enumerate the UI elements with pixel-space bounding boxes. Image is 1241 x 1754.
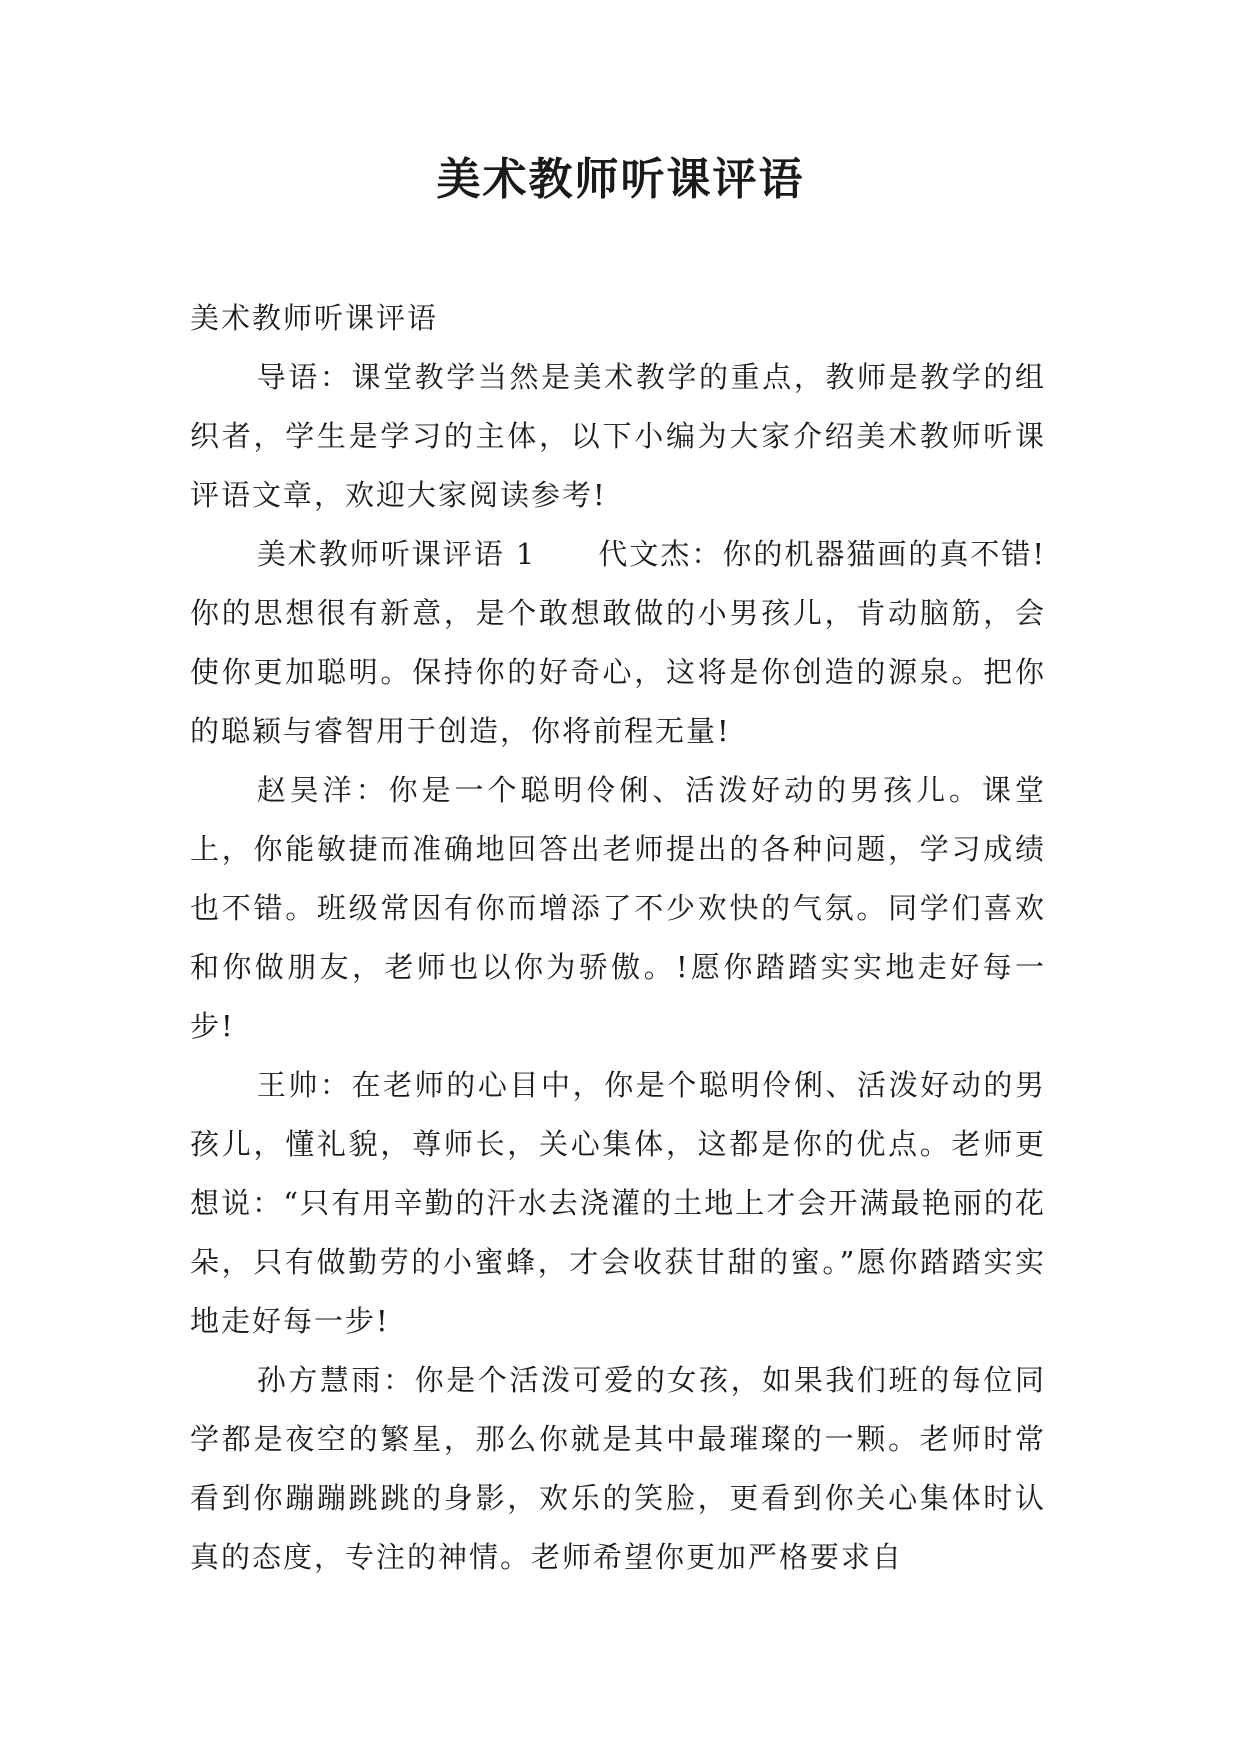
document-body: [190, 289, 1046, 1587]
paragraph-comment-2: 赵昊洋：你是一个聪明伶俐、活泼好动的男孩儿。课堂上，你能敏捷而准确地回答出老师提出的各种问题，学习成绩也不错。班级常因有你而增添了不少欢快的气氛。同学们喜欢和你做朋友，老师也以你为骄傲。!愿你踏踏实实地走好每一步!: [190, 773, 1046, 1043]
document-subtitle: 美术教师听课评语: [190, 301, 439, 335]
paragraph-comment-1: 美术教师听课评语 1 代文杰：你的机器猫画的真不错!你的思想很有新意，是个敢想敢做的小男孩儿，肯动脑筋，会使你更加聪明。保持你的好奇心，这将是你创造的源泉。把你的聪颖与睿智用于创造，你将前程无量!: [190, 537, 1047, 748]
paragraph-comment-4: 孙方慧雨：你是个活泼可爱的女孩，如果我们班的每位同学都是夜空的繁星，那么你就是其中最璀璨的一颗。老师时常看到你蹦蹦跳跳的身影，欢乐的笑脸，更看到你关心集体时认真的态度，专注的神情。老师希望你更加严格要求自: [190, 1363, 1046, 1574]
document-title: 美术教师听课评语: [436, 154, 805, 205]
paragraph-comment-3: 王帅：在老师的心目中，你是个聪明伶俐、活泼好动的男孩儿，懂礼貌，尊师长，关心集体，这都是你的优点。老师更想说：“只有用辛勤的汗水去浇灌的土地上才会开满最艳丽的花朵，只有做勤劳的小蜜蜂，才会收获甘甜的蜜。”愿你踏踏实实地走好每一步!: [190, 1068, 1046, 1338]
paragraph-intro: 导语：课堂教学当然是美术教学的重点，教师是教学的组织者，学生是学习的主体，以下小编为大家介绍美术教师听课评语文章，欢迎大家阅读参考!: [190, 360, 1046, 512]
